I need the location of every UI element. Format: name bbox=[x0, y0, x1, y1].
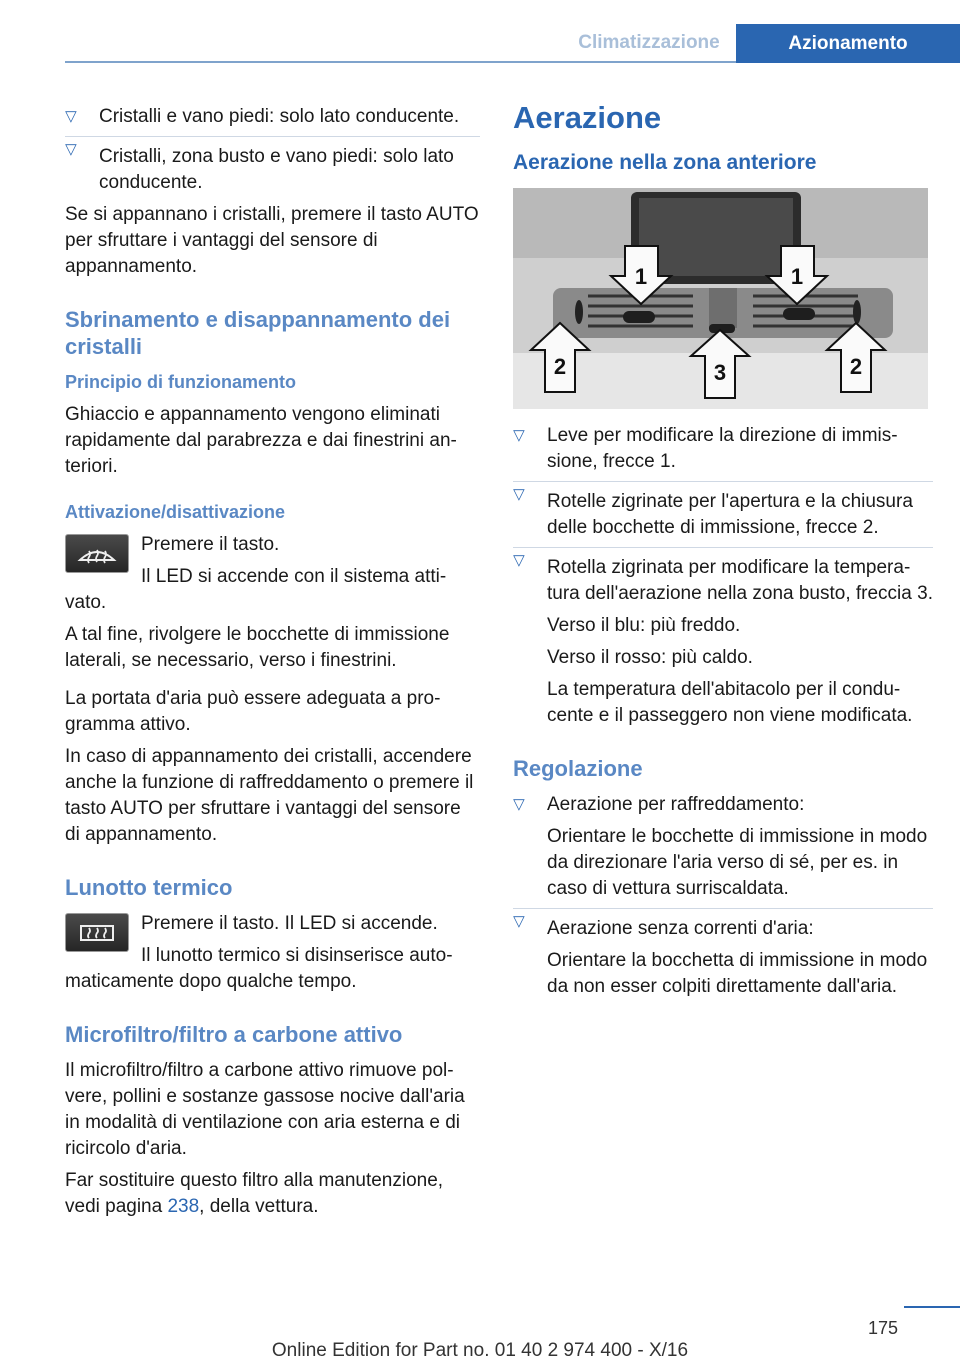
heading-rear-window: Lunotto termico bbox=[65, 875, 233, 900]
dashboard-vents-photo bbox=[513, 188, 928, 409]
right-column bbox=[513, 100, 933, 1006]
list-subitem: La temperatura dell'abitacolo per il conducente e il passeggero non viene modificata. bbox=[547, 679, 913, 726]
list-subitem: Verso il rosso: più caldo. bbox=[547, 647, 753, 668]
arrow-label: 1 bbox=[790, 264, 804, 289]
rear-window-text-2: Il lunotto termico si disinserisce automaticamente dopo qualche tempo. bbox=[65, 945, 453, 992]
heading-ventilation: Aerazione bbox=[513, 100, 662, 135]
page-reference-link[interactable]: 238 bbox=[167, 1196, 200, 1217]
arrow-label: 3 bbox=[713, 360, 727, 385]
list-item: ▷ Aerazione per raffreddamento: bbox=[513, 792, 933, 818]
footer-edition: Online Edition for Part no. 01 40 2 974 400 - X/16 bbox=[271, 1340, 689, 1361]
heading-regulation: Regolazione bbox=[513, 756, 643, 781]
paragraph: Ghiaccio e appannamento vengono eliminati rapidamente dal parabrezza e dai finestrini anteriori. bbox=[65, 404, 457, 477]
activation-text-2: Il LED si accende con il sistema attivato. bbox=[65, 566, 447, 613]
arrow-label: 1 bbox=[634, 264, 648, 289]
heading-front-ventilation: Aerazione nella zona anteriore bbox=[513, 151, 817, 174]
list-subitem: Verso il blu: più freddo. bbox=[547, 615, 741, 636]
windshield-defrost-button-icon bbox=[65, 534, 129, 573]
list-item: ▷ Rotelle zigrinate per l'apertura e la chiusura delle bocchette di immissione, frecce 2. bbox=[513, 481, 933, 541]
list-item: ▷ Rotella zigrinata per modificare la temperatura dell'aerazione nella zona busto, freccia 3. bbox=[513, 547, 933, 607]
left-column bbox=[65, 104, 480, 1226]
heading-defrost: Sbrinamento e disappannamento dei cristalli bbox=[65, 307, 451, 359]
paragraph: Far sostituire questo filtro alla manutenzione, vedi pagina 238, della vettura. bbox=[65, 1170, 444, 1217]
paragraph: La portata d'aria può essere adeguata a programma attivo. bbox=[65, 688, 441, 735]
arrow-label: 2 bbox=[849, 354, 863, 379]
paragraph: A tal fine, rivolgere le bocchette di immissione laterali, se necessario, verso i finestrini. bbox=[65, 624, 450, 671]
rear-window-block bbox=[65, 911, 480, 995]
paragraph: In caso di appannamento dei cristalli, accendere anche la funzione di raffreddamento o premere il tasto AUTO per sfruttare i vantaggi del sensore di appannamento. bbox=[65, 746, 474, 845]
list-subitem: Orientare le bocchette di immissione in modo da direzionare l'aria verso di sé, per es. in caso di vettura surriscaldata. bbox=[547, 826, 928, 899]
activation-text-1: Premere il tasto. bbox=[141, 534, 280, 555]
paragraph: Il microfiltro/filtro a carbone attivo rimuove polvere, pollini e sostanze gassose nocive dall'aria in modalità di ventilazione con aria esterna e di ricircolo d'aria. bbox=[65, 1060, 465, 1159]
rear-window-heater-button-icon bbox=[65, 913, 129, 952]
footer-rule bbox=[904, 1306, 960, 1308]
list-item: ▷ Cristalli e vano piedi: solo lato conducente. bbox=[65, 104, 480, 130]
arrow-label: 2 bbox=[553, 354, 567, 379]
rear-window-text-1: Premere il tasto. Il LED si accende. bbox=[141, 913, 438, 934]
list-item: ▷ Aerazione senza correnti d'aria: bbox=[513, 908, 933, 942]
heading-filter: Microfiltro/filtro a carbone attivo bbox=[65, 1022, 403, 1047]
list-item: ▷ Cristalli, zona busto e vano piedi: solo lato conducente. bbox=[65, 136, 480, 196]
header-chapter-tab[interactable]: Azionamento bbox=[736, 24, 960, 63]
heading-activation: Attivazione/disattivazione bbox=[65, 502, 286, 522]
paragraph: Se si appannano i cristalli, premere il tasto AUTO per sfruttare i vantaggi del sensore di appannamento. bbox=[65, 204, 479, 277]
list-item: ▷ Leve per modificare la direzione di immissione, frecce 1. bbox=[513, 423, 933, 475]
activation-block bbox=[65, 532, 480, 616]
list-subitem: Orientare la bocchetta di immissione in modo da non esser colpiti direttamente dall'aria. bbox=[547, 950, 928, 997]
header-section-tab[interactable]: Climatizzazione bbox=[578, 31, 720, 53]
page-number: 175 bbox=[867, 1318, 898, 1338]
heading-principle: Principio di funzionamento bbox=[65, 372, 296, 392]
